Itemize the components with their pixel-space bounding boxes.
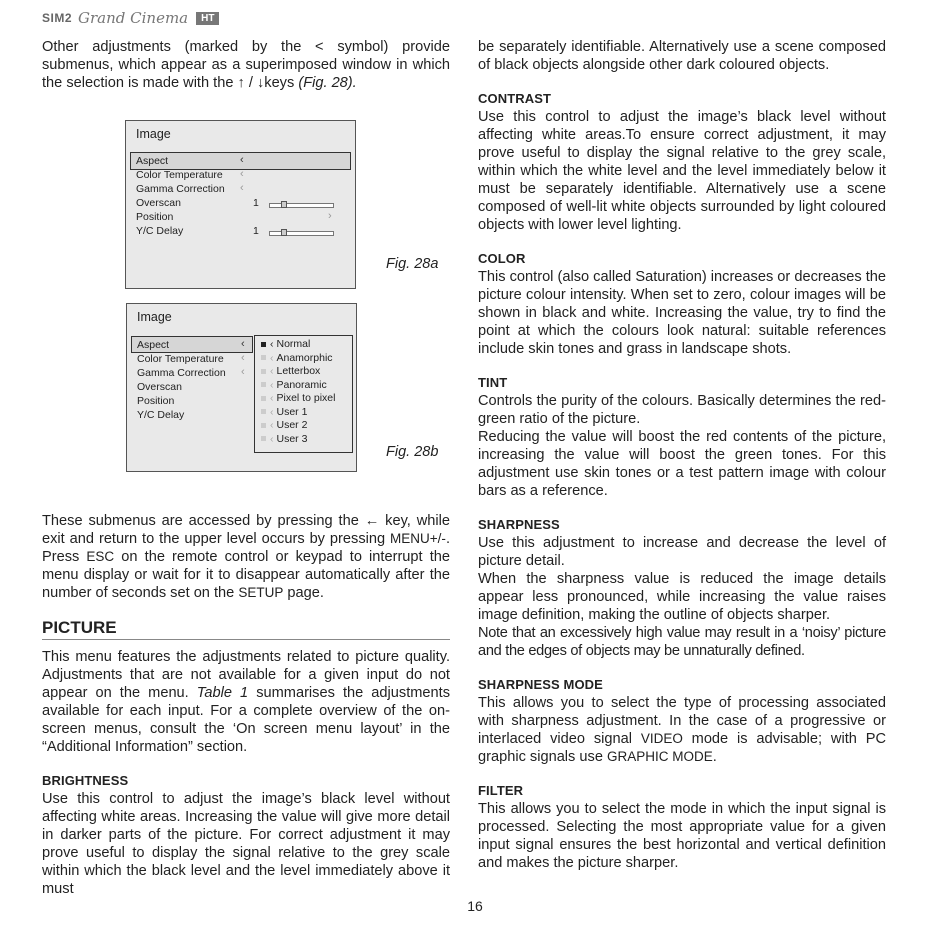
menu-item-yc-delay: Y/C Delay xyxy=(136,225,184,237)
submenu-option-selected: ‹ Normal xyxy=(261,338,310,352)
submenu-option: ‹ Panoramic xyxy=(261,379,327,393)
bullet-icon xyxy=(261,423,266,428)
menu-item-position: Position xyxy=(137,395,175,407)
bullet-icon xyxy=(261,436,266,441)
menu-item-gamma-correction: Gamma Correction xyxy=(137,367,226,379)
sharpness-mode-paragraph: This allows you to select the type of processing associated with sharpness adjustment. In the case of a progressive or interlaced video signal VIDEO mode is advisable; with PC graphic signals use GRAPHIC MODE. xyxy=(478,695,886,765)
product-name: Grand Cinema xyxy=(78,9,189,27)
submenu-arrow-icon: ‹ xyxy=(241,338,245,350)
option-arrow-icon: ‹ xyxy=(270,419,274,431)
submenu-arrow-icon: ‹ xyxy=(240,168,244,180)
tint-paragraph-1: Controls the purity of the colours. Basically determines the red-green ratio of the picture. xyxy=(478,393,886,427)
heading-sharpness: SHARPNESS xyxy=(478,517,560,532)
menu-figure-28b xyxy=(126,303,357,472)
heading-rule xyxy=(42,639,450,640)
overscan-slider-knob xyxy=(281,201,287,208)
menu-item-position: Position xyxy=(136,211,174,223)
contrast-paragraph: Use this control to adjust the image’s black level without affecting white areas.To ensure correct adjustment, it may prove useful to display the signal relative to the grey scale, within which the white level and the level immediately below it must be separately identifiable. Alternatively use a scene composed of well-lit white objects surrounded by light coloured objects with lower level lighting. xyxy=(478,109,886,233)
right-column xyxy=(478,38,886,872)
submenu-arrow-icon: ‹ xyxy=(240,182,244,194)
filter-paragraph: This allows you to select the mode in which the input signal is processed. Selecting the most appropriate value for a given input signal ensures the best horizontal and vertical definition and makes the picture sharper. xyxy=(478,801,886,871)
page-number: 16 xyxy=(467,898,483,914)
submenus-paragraph: These submenus are accessed by pressing the ← key, while exit and return to the upper level occurs by pressing MENU+/-. Press ESC on the remote control or keypad to interrupt the menu display or wait for it to disappear automatically after the number of seconds set on the SETUP page. xyxy=(42,513,451,601)
aspect-submenu xyxy=(254,335,353,453)
color-paragraph: This control (also called Saturation) increases or decreases the picture colour intensity. When set to zero, colour images will be shown in black and white. Increasing the value, try to find the point at which the colours look natural: suitable references include skin tones and grass in landscape shots. xyxy=(478,269,887,357)
figure-caption-28a: Fig. 28a xyxy=(386,256,439,272)
submenu-arrow-icon: ‹ xyxy=(241,366,245,378)
bullet-icon xyxy=(261,369,266,374)
menu-item-color-temperature: Color Temperature xyxy=(136,169,223,181)
sharpness-paragraph-2: When the sharpness value is reduced the image details appear less pronounced, while increasing the value raises image definition, making the outline of objects sharper. xyxy=(478,571,886,623)
submenu-arrow-icon: ‹ xyxy=(241,352,245,364)
heading-tint: TINT xyxy=(478,375,508,390)
submenu-option: ‹ Anamorphic xyxy=(261,352,333,366)
tint-paragraph-2: Reducing the value will boost the red contents of the picture, increasing the value will boost the green tones. For this adjustment use skin tones or a test pattern image with colour bars as a reference. xyxy=(478,429,886,499)
option-arrow-icon: ‹ xyxy=(270,338,274,350)
left-column xyxy=(42,38,450,92)
overscan-slider xyxy=(269,203,334,208)
ht-badge: HT xyxy=(196,12,219,25)
option-arrow-icon: ‹ xyxy=(270,405,274,418)
submenu-arrow-icon: ‹ xyxy=(240,154,244,166)
menu-item-gamma-correction: Gamma Correction xyxy=(136,183,225,195)
picture-paragraph: This menu features the adjustments related to picture quality. Adjustments that are not available for a given input do not appear on the menu. Table 1 summarises the adjustments available for each input. For a complete overview of the on-screen menus, consult the ‘On screen menu layout’ in the “Additional Information” section. xyxy=(42,649,450,755)
menu-item-aspect: Aspect xyxy=(136,155,169,167)
option-arrow-icon: ‹ xyxy=(270,365,274,377)
heading-sharpness-mode: SHARPNESS MODE xyxy=(478,677,603,692)
yc-delay-slider-knob xyxy=(281,229,287,236)
bullet-icon xyxy=(261,396,266,401)
submenu-option: ‹ Letterbox xyxy=(261,365,320,379)
option-arrow-icon: ‹ xyxy=(270,351,274,364)
brand-logo: SIM2 xyxy=(42,11,73,25)
option-arrow-icon: ‹ xyxy=(270,378,274,391)
menu-item-overscan: Overscan xyxy=(137,381,182,393)
submenu-option: ‹ User 1 xyxy=(261,406,307,420)
heading-contrast: CONTRAST xyxy=(478,91,552,106)
heading-color: COLOR xyxy=(478,251,526,266)
yc-delay-value: 1 xyxy=(253,225,259,237)
submenu-arrow-icon: › xyxy=(328,210,332,222)
bullet-icon xyxy=(261,409,266,414)
bullet-icon xyxy=(261,382,266,387)
bullet-icon xyxy=(261,355,266,360)
selected-bullet-icon xyxy=(261,342,266,347)
brightness-paragraph: Use this control to adjust the image’s black level without affecting white areas. Increasing the value will give more detail in darker parts of the picture. For correct adjustment it may prove useful to display the signal relative to the grey scale within which the black level and the level immediately above it must xyxy=(42,791,450,897)
option-arrow-icon: ‹ xyxy=(270,392,274,404)
menu-item-color-temperature: Color Temperature xyxy=(137,353,224,365)
submenu-option: ‹ User 3 xyxy=(261,433,307,447)
sharpness-paragraph-3: Note that an excessively high value may result in a ‘noisy’ picture and the edges of objects may be unnaturally defined. xyxy=(478,625,886,659)
section-heading-picture: PICTURE xyxy=(42,618,117,637)
menu-item-overscan: Overscan xyxy=(136,197,181,209)
left-column-lower xyxy=(42,512,450,898)
menu-title: Image xyxy=(137,310,172,324)
menu-item-yc-delay: Y/C Delay xyxy=(137,409,185,421)
page-header xyxy=(42,8,219,28)
menu-title: Image xyxy=(136,127,171,141)
menu-figure-28a xyxy=(125,120,356,289)
submenu-option: ‹ Pixel to pixel xyxy=(261,392,335,406)
option-arrow-icon: ‹ xyxy=(270,432,274,445)
figure-caption-28b: Fig. 28b xyxy=(386,444,439,460)
heading-filter: FILTER xyxy=(478,783,524,798)
sharpness-paragraph-1: Use this adjustment to increase and decrease the level of picture detail. xyxy=(478,535,886,569)
submenu-option: ‹ User 2 xyxy=(261,419,307,433)
brightness-continued-paragraph: be separately identifiable. Alternatively use a scene composed of black objects alongside other dark coloured objects. xyxy=(478,39,886,73)
yc-delay-slider xyxy=(269,231,334,236)
menu-item-aspect: Aspect xyxy=(137,339,170,351)
intro-paragraph: Other adjustments (marked by the < symbol) provide submenus, which appear as a superimposed window in which the selection is made with the ↑ / ↓keys (Fig. 28). xyxy=(42,39,450,91)
overscan-value: 1 xyxy=(253,197,259,209)
heading-brightness: BRIGHTNESS xyxy=(42,773,129,788)
